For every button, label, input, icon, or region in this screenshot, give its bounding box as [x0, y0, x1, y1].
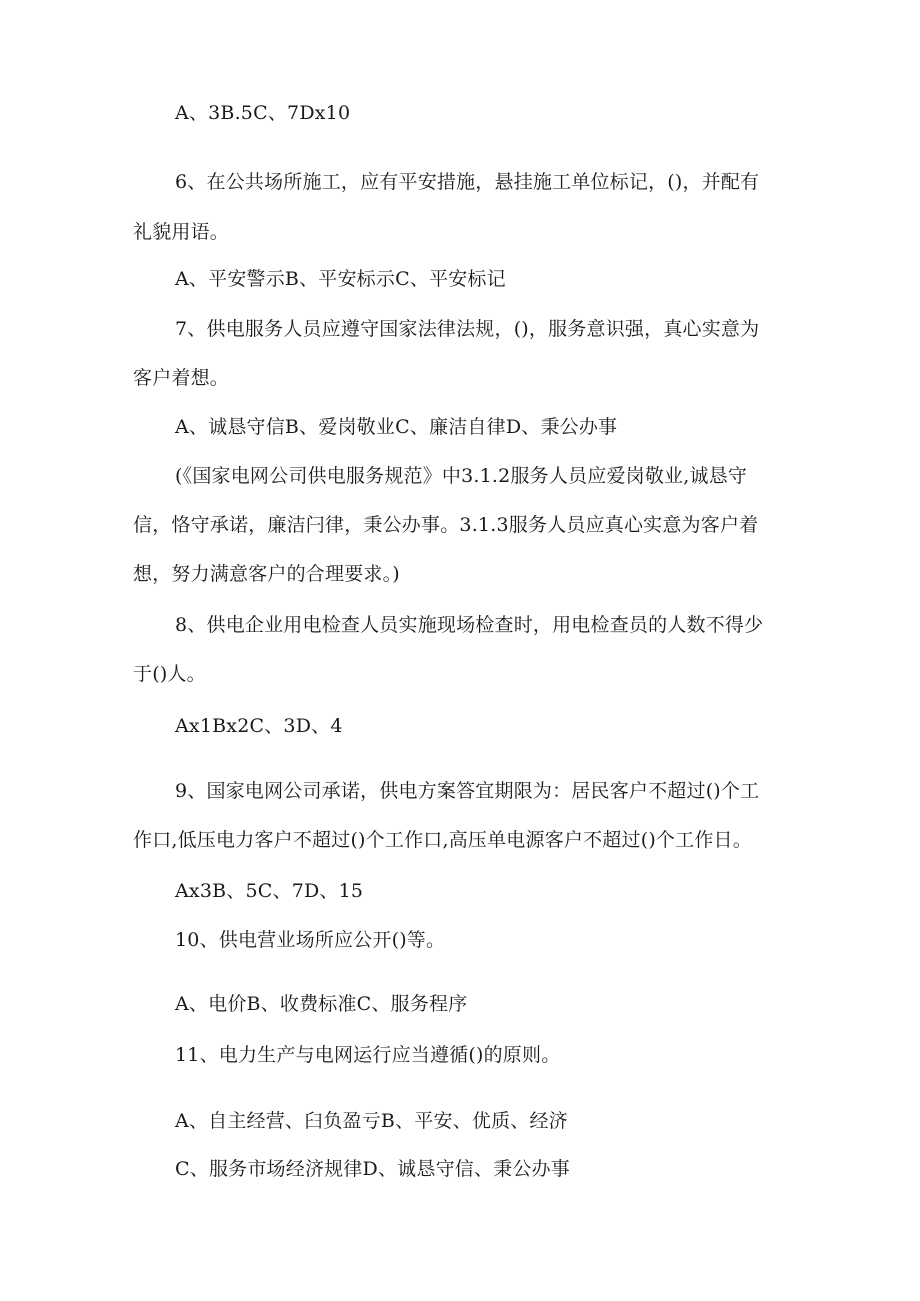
note-q7-line-1: (《国家电网公司供电服务规范》中3.1.2服务人员应爱岗敬业,诚恳守	[175, 465, 748, 487]
question-6-line-2: 礼貌用语。	[133, 221, 230, 243]
answer-options-q9: Ax3B、5C、7D、15	[175, 880, 364, 902]
answer-options-q7: A、诚恳守信B、爱岗敬业C、廉洁自律D、秉公办事	[175, 416, 618, 438]
question-8-line-1: 8、供电企业用电检查人员实施现场检查时，用电检查员的人数不得少	[175, 614, 764, 636]
question-11: 11、电力生产与电网运行应当遵循()的原则。	[175, 1044, 561, 1066]
answer-options-q10: A、电价B、收费标准C、服务程序	[175, 993, 468, 1015]
question-8-line-2: 于()人。	[133, 663, 206, 685]
note-q7-line-3: 想，努力满意客户的合理要求。)	[133, 563, 400, 585]
question-10: 10、供电营业场所应公开()等。	[175, 929, 446, 951]
question-9-line-2: 作口,低压电力客户不超过()个工作口,高压单电源客户不超过()个工作日。	[133, 829, 752, 851]
question-7-line-1: 7、供电服务人员应遵守国家法律法规，()，服务意识强，真心实意为	[175, 318, 760, 340]
question-7-line-2: 客户着想。	[133, 367, 230, 389]
note-q7-line-2: 信，恪守承诺，廉洁闩律，秉公办事。3.1.3服务人员应真心实意为客户着	[133, 514, 759, 536]
answer-options-q11-line-2: C、服务市场经济规律D、诚恳守信、秉公办事	[175, 1158, 570, 1180]
answer-options-q6: A、平安警示B、平安标示C、平安标记	[175, 268, 506, 290]
question-6-line-1: 6、在公共场所施工，应有平安措施，悬挂施工单位标记，()，并配有	[175, 171, 760, 193]
answer-options-q5: A、3B.5C、7Dx10	[175, 102, 351, 124]
answer-options-q11-line-1: A、自主经营、臼负盈亏B、平安、优质、经济	[175, 1110, 568, 1132]
answer-options-q8: Ax1Bx2C、3D、4	[175, 715, 343, 737]
question-9-line-1: 9、国家电网公司承诺，供电方案答宜期限为：居民客户不超过()个工	[175, 780, 760, 802]
